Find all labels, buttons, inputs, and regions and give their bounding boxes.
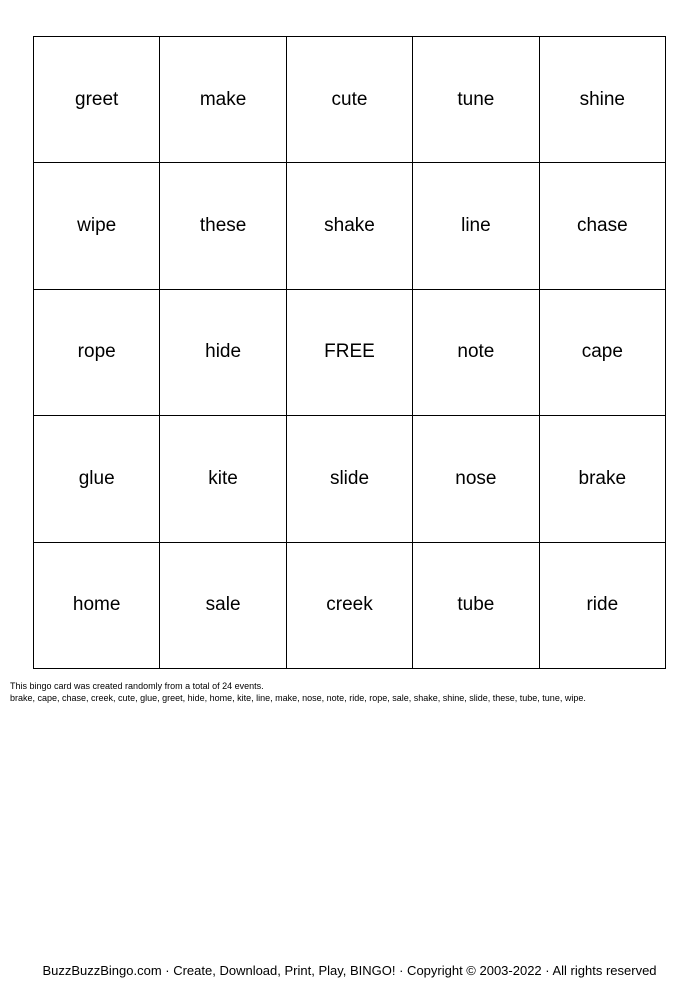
- bingo-card-grid: [33, 36, 666, 669]
- bingo-cell: hide: [160, 290, 286, 416]
- bingo-cell: these: [160, 163, 286, 289]
- bingo-cell: brake: [540, 416, 666, 542]
- bingo-cell: chase: [540, 163, 666, 289]
- bingo-cell: note: [413, 290, 539, 416]
- bingo-cell: home: [34, 543, 160, 669]
- bingo-cell: slide: [287, 416, 413, 542]
- card-info: [10, 680, 586, 704]
- bingo-cell: glue: [34, 416, 160, 542]
- card-info-word-list: brake, cape, chase, creek, cute, glue, greet, hide, home, kite, line, make, nose, note, ride, rope, sale, shake, shine, slide, these, tube, tune, wipe.: [10, 693, 586, 703]
- free-space-cell: FREE: [287, 290, 413, 416]
- card-info-summary: This bingo card was created randomly from a total of 24 events.: [10, 681, 264, 691]
- bingo-cell: ride: [540, 543, 666, 669]
- bingo-cell: greet: [34, 37, 160, 163]
- bingo-cell: shake: [287, 163, 413, 289]
- bingo-cell: rope: [34, 290, 160, 416]
- bingo-cell: nose: [413, 416, 539, 542]
- bingo-cell: cape: [540, 290, 666, 416]
- bingo-cell: make: [160, 37, 286, 163]
- bingo-cell: kite: [160, 416, 286, 542]
- bingo-cell: sale: [160, 543, 286, 669]
- bingo-cell: wipe: [34, 163, 160, 289]
- bingo-cell: creek: [287, 543, 413, 669]
- bingo-cell: cute: [287, 37, 413, 163]
- footer-copyright: BuzzBuzzBingo.com · Create, Download, Print, Play, BINGO! · Copyright © 2003-2022 · All rights reserved: [42, 963, 657, 978]
- bingo-cell: tube: [413, 543, 539, 669]
- bingo-cell: line: [413, 163, 539, 289]
- bingo-cell: shine: [540, 37, 666, 163]
- bingo-cell: tune: [413, 37, 539, 163]
